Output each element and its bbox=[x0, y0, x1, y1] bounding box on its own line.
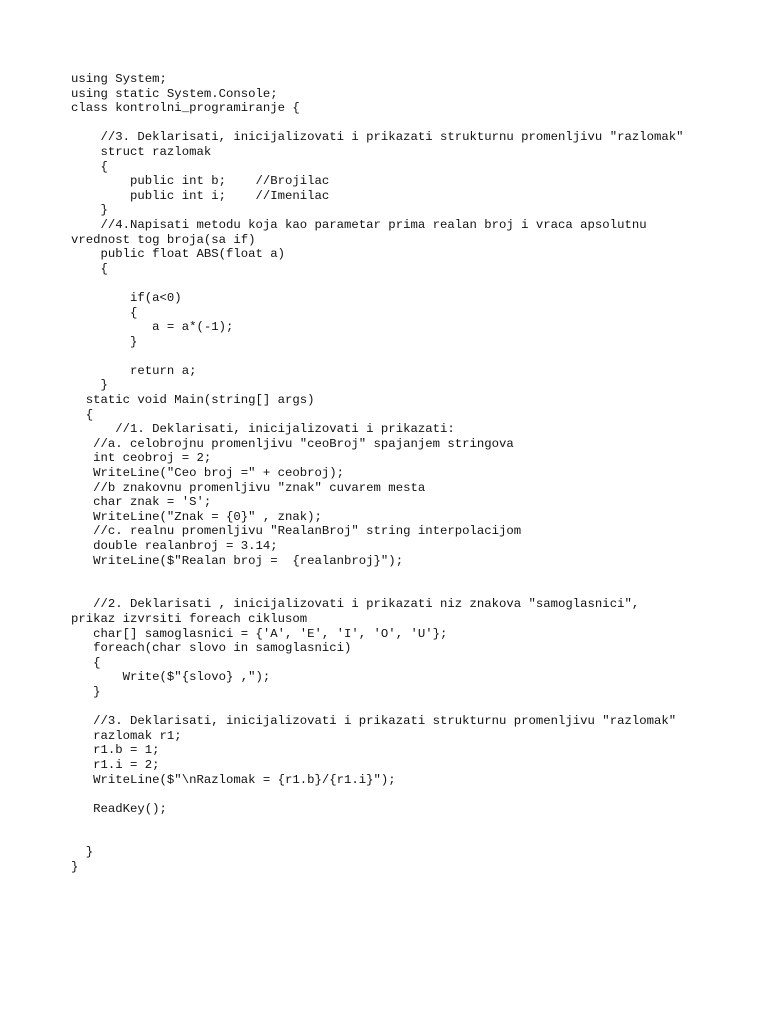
code-line: double realanbroj = 3.14; bbox=[71, 539, 278, 553]
code-line: public float ABS(float a) bbox=[71, 247, 286, 262]
code-line: } bbox=[71, 334, 138, 349]
code-line: a = a*(-1); bbox=[71, 320, 234, 335]
code-listing bbox=[71, 72, 711, 875]
code-line: razlomak r1; bbox=[71, 728, 182, 743]
code-line: r1.b = 1; bbox=[71, 743, 160, 758]
code-line: static void Main(string[] args) bbox=[71, 393, 315, 408]
code-line: public int b; //Brojilac bbox=[71, 174, 330, 189]
code-line: } bbox=[71, 860, 79, 875]
code-line: ReadKey(); bbox=[71, 801, 167, 816]
code-line: //1. Deklarisati, inicijalizovati i prikazati: bbox=[71, 422, 455, 437]
code-line: { bbox=[71, 407, 94, 422]
code-line: char[] samoglasnici = {'A', 'E', 'I', 'O', 'U'}; bbox=[71, 626, 448, 641]
code-line bbox=[71, 349, 711, 364]
code-line: using System; bbox=[71, 72, 167, 86]
code-line: char znak = 'S'; bbox=[71, 495, 212, 510]
code-line: Write($"{slovo} ,"); bbox=[71, 670, 271, 685]
code-line: { bbox=[71, 655, 101, 670]
code-line bbox=[71, 583, 711, 598]
code-line: prikaz izvrsiti foreach ciklusom bbox=[71, 611, 308, 626]
code-line bbox=[71, 700, 711, 715]
code-line: vrednost tog broja(sa if) bbox=[71, 232, 256, 247]
code-line: foreach(char slovo in samoglasnici) bbox=[71, 641, 352, 656]
code-line: } bbox=[71, 203, 108, 218]
code-line: struct razlomak bbox=[71, 144, 212, 159]
code-line: int ceobroj = 2; bbox=[71, 451, 212, 466]
code-line: WriteLine($"Realan broj = {realanbroj}"); bbox=[71, 553, 404, 568]
code-line: WriteLine("Znak = {0}" , znak); bbox=[71, 509, 322, 524]
code-line: //2. Deklarisati , inicijalizovati i prikazati niz znakova "samoglasnici", bbox=[71, 597, 640, 612]
code-line: r1.i = 2; bbox=[71, 757, 160, 772]
code-line: } bbox=[71, 684, 101, 699]
code-line bbox=[71, 276, 711, 291]
code-line: //3. Deklarisati, inicijalizovati i prikazati strukturnu promenljivu "razlomak" bbox=[71, 130, 684, 145]
code-line: public int i; //Imenilac bbox=[71, 188, 330, 203]
code-line bbox=[71, 568, 711, 583]
code-line: } bbox=[71, 845, 94, 860]
code-line: { bbox=[71, 159, 108, 174]
code-line bbox=[71, 787, 711, 802]
code-line: using static System.Console; bbox=[71, 86, 278, 101]
code-line: } bbox=[71, 378, 108, 393]
code-line: //b znakovnu promenljivu "znak" cuvarem mesta bbox=[71, 480, 426, 495]
code-line bbox=[71, 816, 711, 831]
code-line bbox=[71, 831, 711, 846]
code-line: WriteLine($"\nRazlomak = {r1.b}/{r1.i}"); bbox=[71, 772, 396, 787]
code-line bbox=[71, 116, 711, 131]
code-line: //4.Napisati metodu koja kao parametar prima realan broj i vraca apsolutnu bbox=[71, 217, 647, 232]
code-line: //3. Deklarisati, inicijalizovati i prikazati strukturnu promenljivu "razlomak" bbox=[71, 714, 677, 729]
code-line: { bbox=[71, 305, 138, 320]
code-line: return a; bbox=[71, 363, 197, 378]
code-line: //a. celobrojnu promenljivu "ceoBroj" spajanjem stringova bbox=[71, 436, 514, 451]
code-line: //c. realnu promenljivu "RealanBroj" string interpolacijom bbox=[71, 524, 522, 539]
code-line: { bbox=[71, 261, 108, 276]
code-line: WriteLine("Ceo broj =" + ceobroj); bbox=[71, 466, 345, 481]
code-line: if(a<0) bbox=[71, 290, 182, 305]
code-line: class kontrolni_programiranje { bbox=[71, 101, 300, 116]
